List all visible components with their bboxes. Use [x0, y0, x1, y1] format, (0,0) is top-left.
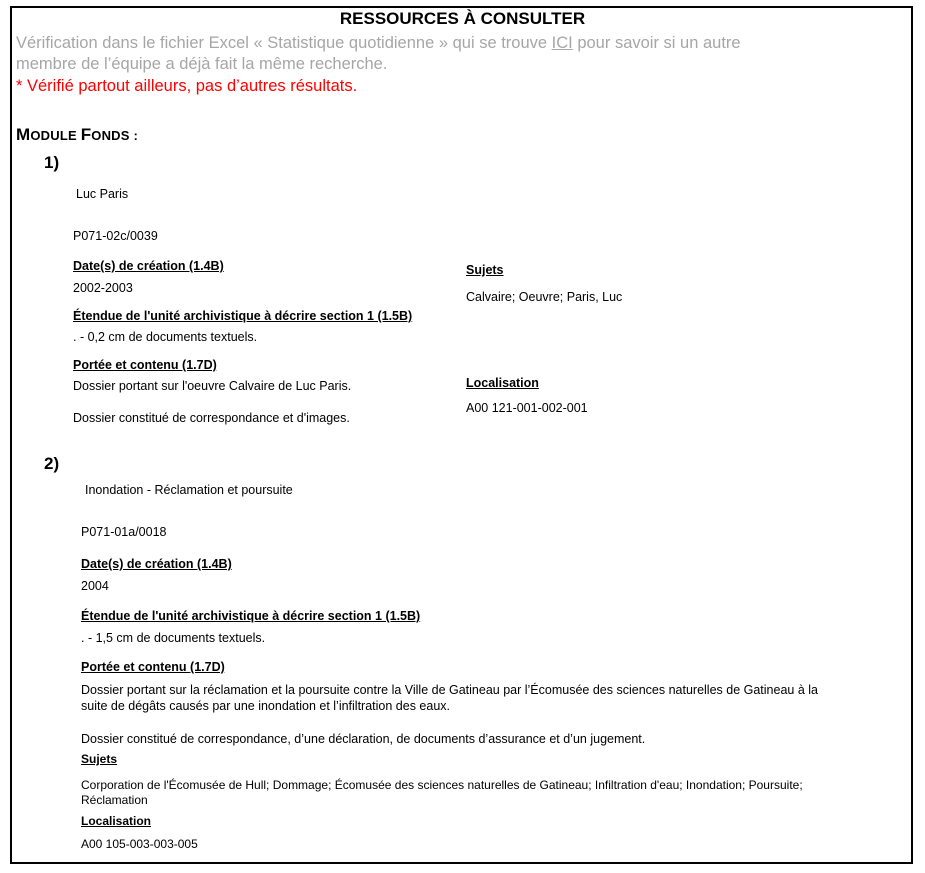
subjects-value-line: Réclamation — [81, 793, 148, 807]
scope-paragraph-line: suite de dégâts causés par une inondation et l’infiltration des eaux. — [81, 699, 450, 713]
extent-value: . - 1,5 cm de documents textuels. — [81, 631, 266, 645]
subjects-label: Sujets — [81, 752, 118, 766]
record-title: Luc Paris — [76, 187, 129, 201]
excel-note-line1 — [16, 34, 741, 53]
extent-label: Étendue de l'unité archivistique à décrire section 1 (1.5B) — [81, 609, 421, 623]
subjects-label: Sujets — [466, 263, 504, 277]
location-value: A00 121-001-002-001 — [466, 401, 588, 415]
ici-link[interactable]: ICI — [551, 34, 573, 52]
location-label: Localisation — [466, 376, 539, 390]
extent-label: Étendue de l'unité archivistique à décrire section 1 (1.5B) — [73, 309, 413, 323]
record-code: P071-01a/0018 — [81, 525, 167, 539]
record-code: P071-02c/0039 — [73, 229, 158, 243]
scope-paragraph: Dossier constitué de correspondance, d’une déclaration, de documents d’assurance et d’un jugement. — [81, 732, 646, 746]
module-heading: MODULE FONDS : — [16, 125, 138, 144]
subjects-value-line: Corporation de l'Écomusée de Hull; Dommage; Écomusée des sciences naturelles de Gatineau; Infiltration d'eau; Inondation; Poursuite; — [81, 778, 803, 792]
excel-note-line2: membre de l’équipe a déjà fait la même recherche. — [16, 55, 388, 73]
scope-paragraph-line: Dossier portant sur la réclamation et la poursuite contre la Ville de Gatineau par l’Écomusée des sciences naturelles de Gatineau à la — [81, 683, 818, 697]
scope-paragraph: Dossier portant sur l'oeuvre Calvaire de Luc Paris. — [73, 379, 352, 393]
dates-label: Date(s) de création (1.4B) — [81, 557, 232, 571]
dates-value: 2002-2003 — [73, 281, 133, 295]
location-label: Localisation — [81, 814, 152, 828]
extent-value: . - 0,2 cm de documents textuels. — [73, 330, 258, 344]
subjects-value: Calvaire; Oeuvre; Paris, Luc — [466, 290, 623, 304]
location-value: A00 105-003-003-005 — [81, 837, 198, 851]
page-title: RESSOURCES À CONSULTER — [339, 9, 586, 28]
dates-label: Date(s) de création (1.4B) — [73, 259, 224, 273]
excel-note-text: Vérification dans le fichier Excel « Statistique quotidienne » qui se trouve — [16, 34, 552, 52]
scope-label: Portée et contenu (1.7D) — [81, 660, 225, 674]
scope-label: Portée et contenu (1.7D) — [73, 358, 217, 372]
dates-value: 2004 — [81, 579, 109, 593]
record-number: 1) — [44, 153, 60, 172]
scope-paragraph: Dossier constitué de correspondance et d'images. — [73, 411, 350, 425]
record-title: Inondation - Réclamation et poursuite — [85, 483, 293, 497]
record-number: 2) — [44, 454, 60, 473]
verified-note: * Vérifié partout ailleurs, pas d’autres résultats. — [16, 77, 358, 95]
excel-note-text-end: pour savoir si un autre — [572, 34, 741, 52]
